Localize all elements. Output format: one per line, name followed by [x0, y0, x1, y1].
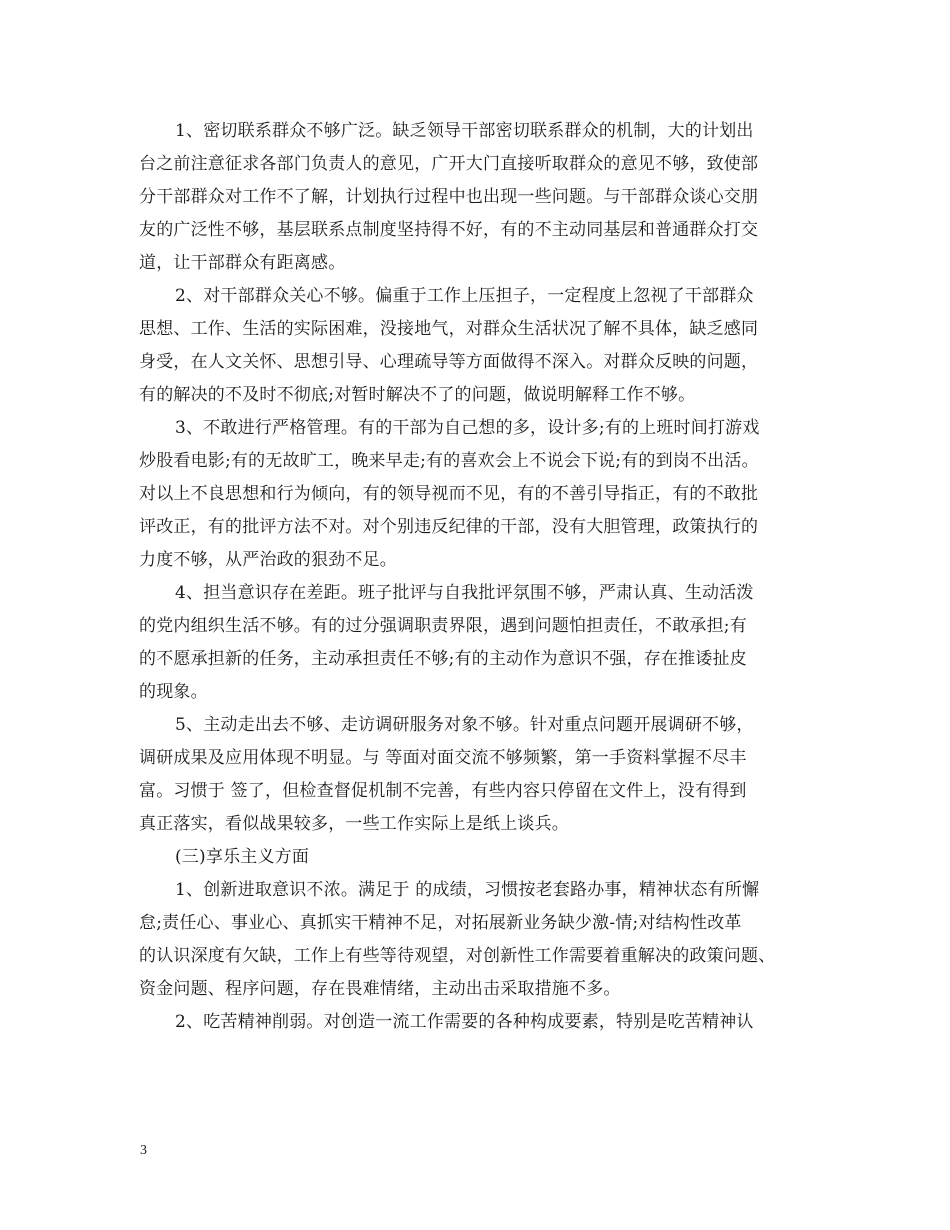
page-number: 3	[140, 1143, 147, 1158]
paragraph-line: 分干部群众对工作不了解，计划执行过程中也出现一些问题。与干部群众谈心交朋	[139, 187, 759, 207]
paragraph-line: 富。习惯于 签了，但检查督促机制不完善，有些内容只停留在文件上，没有得到	[139, 781, 747, 801]
paragraph-line: 有的解决的不及时不彻底;对暂时解决不了的问题，做说明解释工作不够。	[139, 385, 696, 405]
paragraph-line: 的认识深度有欠缺，工作上有些等待观望，对创新性工作需要着重解决的政策问题、	[139, 946, 776, 966]
paragraph-line: 4、担当意识存在差距。班子批评与自我批评氛围不够，严肃认真、生动活泼	[175, 583, 754, 603]
paragraph-line: 2、对干部群众关心不够。偏重于工作上压担子，一定程度上忽视了干部群众	[175, 286, 754, 306]
paragraph-line: 怠;责任心、事业心、真抓实干精神不足，对拓展新业务缺少激-情;对结构性改革	[139, 913, 742, 933]
paragraph-line: 资金问题、程序问题，存在畏难情绪，主动出击采取措施不多。	[139, 979, 621, 999]
paragraph-line: 1、创新进取意识不浓。满足于 的成绩，习惯按老套路办事，精神状态有所懈	[175, 880, 760, 900]
paragraph-line: 思想、工作、生活的实际困难，没接地气，对群众生活状况了解不具体，缺乏感同	[139, 319, 759, 339]
paragraph-line: 调研成果及应用体现不明显。与 等面对面交流不够频繁，第一手资料掌握不尽丰	[139, 748, 747, 768]
section-heading: (三)享乐主义方面	[175, 847, 310, 867]
paragraph-line: 台之前注意征求各部门负责人的意见，广开大门直接听取群众的意见不够，致使部	[139, 154, 759, 174]
paragraph-line: 身受，在人文关怀、思想引导、心理疏导等方面做得不深入。对群众反映的问题，	[139, 352, 759, 372]
paragraph-line: 力度不够，从严治政的狠劲不足。	[139, 550, 397, 570]
paragraph-line: 的现象。	[139, 682, 208, 702]
paragraph-line: 5、主动走出去不够、走访调研服务对象不够。针对重点问题开展调研不够，	[175, 715, 754, 735]
paragraph-line: 真正落实，看似战果较多，一些工作实际上是纸上谈兵。	[139, 814, 569, 834]
paragraph-line: 道，让干部群众有距离感。	[139, 253, 346, 273]
paragraph-line: 3、不敢进行严格管理。有的干部为自己想的多，设计多;有的上班时间打游戏	[175, 418, 760, 438]
paragraph-line: 的党内组织生活不够。有的过分强调职责界限，遇到问题怕担责任，不敢承担;有	[139, 616, 747, 636]
paragraph-line: 评改正，有的批评方法不对。对个别违反纪律的干部，没有大胆管理，政策执行的	[139, 517, 759, 537]
paragraph-line: 的不愿承担新的任务，主动承担责任不够;有的主动作为意识不强，存在推诿扯皮	[139, 649, 747, 669]
paragraph-line: 友的广泛性不够，基层联系点制度坚持得不好，有的不主动同基层和普通群众打交	[139, 220, 759, 240]
body-text	[139, 115, 829, 1039]
paragraph-line: 1、密切联系群众不够广泛。缺乏领导干部密切联系群众的机制，大的计划出	[175, 121, 754, 141]
paragraph-line: 炒股看电影;有的无故旷工，晚来早走;有的喜欢会上不说会下说;有的到岗不出活。	[139, 451, 759, 471]
paragraph-line: 对以上不良思想和行为倾向，有的领导视而不见，有的不善引导指正，有的不敢批	[139, 484, 759, 504]
paragraph-line: 2、吃苦精神削弱。对创造一流工作需要的各种构成要素，特别是吃苦精神认	[175, 1012, 754, 1032]
